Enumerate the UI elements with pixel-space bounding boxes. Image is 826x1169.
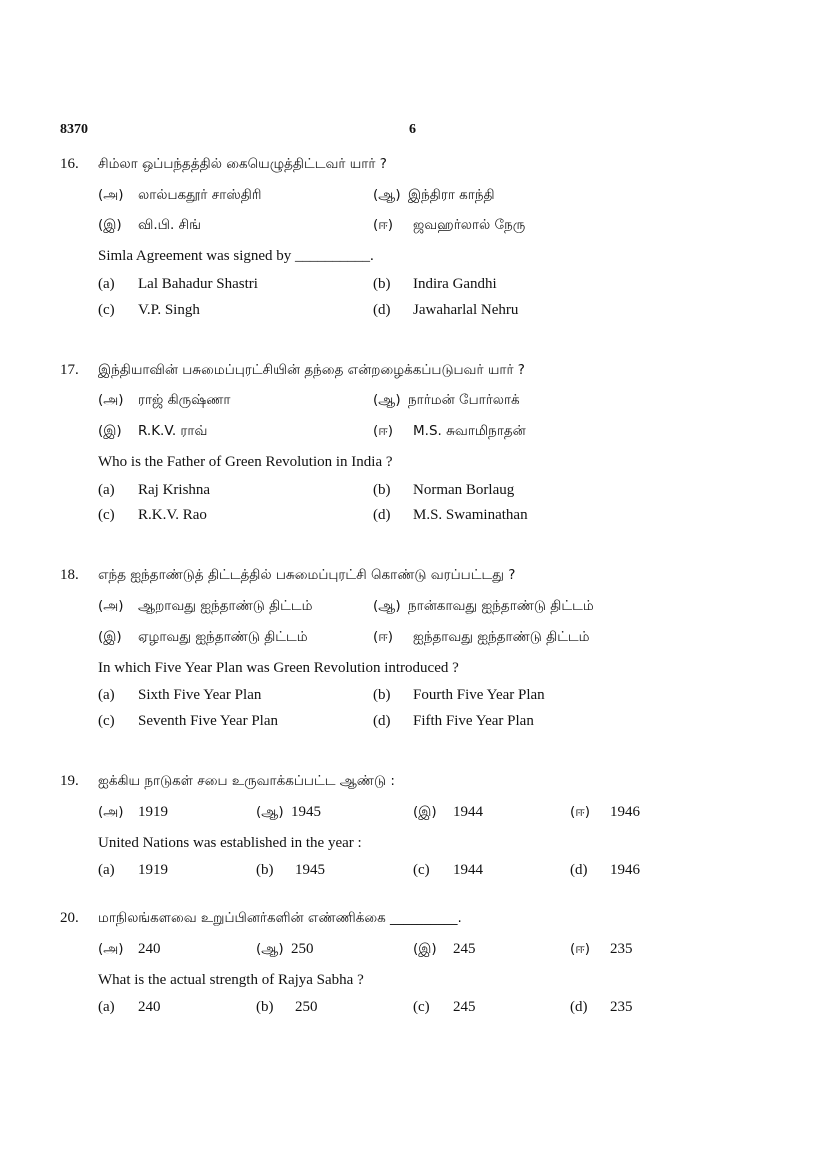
option-label: (b) — [373, 687, 391, 703]
option-text: நான்காவது ஐந்தாண்டு திட்டம் — [408, 598, 594, 614]
option-text: Fourth Five Year Plan — [413, 687, 545, 703]
option-label: (c) — [413, 862, 430, 878]
option-text: 1946 — [610, 804, 640, 820]
option-label: (c) — [98, 713, 115, 729]
option-label: (இ) — [98, 217, 122, 233]
option-label: (d) — [373, 713, 391, 729]
option-text: ஆறாவது ஐந்தாண்டு திட்டம் — [138, 598, 313, 614]
option-label: (d) — [373, 302, 391, 318]
option-label: (d) — [570, 862, 588, 878]
question-number: 18. — [60, 567, 79, 583]
option-label: (b) — [256, 999, 274, 1015]
option-text: ஜவஹர்லால் நேரு — [413, 217, 526, 233]
option-label: (அ) — [98, 804, 124, 820]
option-text: ஏழாவது ஐந்தாண்டு திட்டம் — [138, 629, 308, 645]
option-text: Norman Borlaug — [413, 482, 515, 498]
option-label: (a) — [98, 276, 115, 292]
option-text: Raj Krishna — [138, 482, 211, 498]
page-number: 6 — [409, 122, 416, 137]
option-label: (அ) — [98, 392, 124, 408]
option-label: (ஆ) — [256, 941, 284, 957]
option-text: ஐந்தாவது ஐந்தாண்டு திட்டம் — [413, 629, 590, 645]
option-text: R.K.V. Rao — [138, 507, 207, 523]
option-label: (ஆ) — [373, 187, 401, 203]
option-label: (இ) — [98, 629, 122, 645]
option-text: M.S. Swaminathan — [413, 507, 528, 523]
option-label: (அ) — [98, 598, 124, 614]
option-text: நார்மன் போர்லாக் — [408, 392, 520, 408]
question-text-en: United Nations was established in the year : — [98, 835, 362, 851]
option-text: Lal Bahadur Shastri — [138, 276, 258, 292]
option-label: (d) — [373, 507, 391, 523]
option-label: (ஆ) — [373, 392, 401, 408]
option-label: (d) — [570, 999, 588, 1015]
option-text: 235 — [610, 999, 633, 1015]
question-text-ta: ஐக்கிய நாடுகள் சபை உருவாக்கப்பட்ட ஆண்டு : — [98, 773, 395, 789]
option-text: இந்திரா காந்தி — [408, 187, 495, 203]
option-label: (a) — [98, 999, 115, 1015]
option-text: ராஜ் கிருஷ்ணா — [138, 392, 231, 408]
question-text-en: What is the actual strength of Rajya Sabha ? — [98, 972, 364, 988]
question-text-en: Simla Agreement was signed by __________. — [98, 248, 374, 264]
option-text: 1945 — [295, 862, 325, 878]
option-text: 1944 — [453, 804, 483, 820]
question-number: 16. — [60, 156, 79, 172]
option-text: Indira Gandhi — [413, 276, 497, 292]
option-text: 1944 — [453, 862, 483, 878]
question-text-ta: எந்த ஐந்தாண்டுத் திட்டத்தில் பசுமைப்புரட்சி கொண்டு வரப்பட்டது ? — [98, 567, 516, 583]
option-label: (இ) — [98, 423, 122, 439]
option-text: லால்பகதூர் சாஸ்திரி — [138, 187, 262, 203]
option-label: (a) — [98, 482, 115, 498]
option-label: (ஈ) — [373, 423, 394, 439]
option-text: Sixth Five Year Plan — [138, 687, 262, 703]
option-text: 1945 — [291, 804, 321, 820]
option-text: 250 — [295, 999, 318, 1015]
option-text: 1919 — [138, 862, 168, 878]
question-text-ta: சிம்லா ஒப்பந்தத்தில் கையெழுத்திட்டவர் யார் ? — [98, 156, 387, 172]
question-text-en: In which Five Year Plan was Green Revolution introduced ? — [98, 660, 459, 676]
option-label: (c) — [98, 302, 115, 318]
option-label: (a) — [98, 862, 115, 878]
question-number: 17. — [60, 362, 79, 378]
option-label: (ஈ) — [373, 629, 394, 645]
option-text: 240 — [138, 941, 161, 957]
option-label: (c) — [413, 999, 430, 1015]
option-label: (ஆ) — [373, 598, 401, 614]
option-label: (ஈ) — [570, 804, 591, 820]
option-label: (a) — [98, 687, 115, 703]
option-label: (அ) — [98, 187, 124, 203]
option-label: (ஈ) — [373, 217, 394, 233]
question-text-ta: இந்தியாவின் பசுமைப்புரட்சியின் தந்தை என்றழைக்கப்படுபவர் யார் ? — [98, 362, 525, 378]
option-text: 245 — [453, 999, 476, 1015]
paper-code: 8370 — [60, 122, 88, 137]
option-label: (இ) — [413, 941, 437, 957]
option-text: 240 — [138, 999, 161, 1015]
option-text: R.K.V. ராவ் — [138, 423, 208, 439]
option-label: (இ) — [413, 804, 437, 820]
option-label: (ஆ) — [256, 804, 284, 820]
option-label: (b) — [373, 482, 391, 498]
option-text: 250 — [291, 941, 314, 957]
option-text: 1946 — [610, 862, 640, 878]
question-text-en: Who is the Father of Green Revolution in India ? — [98, 454, 393, 470]
option-label: (அ) — [98, 941, 124, 957]
option-text: 1919 — [138, 804, 168, 820]
option-text: வி.பி. சிங் — [138, 217, 201, 233]
option-text: Seventh Five Year Plan — [138, 713, 278, 729]
option-label: (b) — [373, 276, 391, 292]
question-text-ta: மாநிலங்களவை உறுப்பினர்களின் எண்ணிக்கை __________. — [98, 910, 462, 926]
option-label: (c) — [98, 507, 115, 523]
question-number: 19. — [60, 773, 79, 789]
option-label: (ஈ) — [570, 941, 591, 957]
option-text: 235 — [610, 941, 633, 957]
option-text: Jawaharlal Nehru — [413, 302, 519, 318]
option-label: (b) — [256, 862, 274, 878]
question-number: 20. — [60, 910, 79, 926]
option-text: 245 — [453, 941, 476, 957]
option-text: Fifth Five Year Plan — [413, 713, 534, 729]
option-text: V.P. Singh — [138, 302, 200, 318]
option-text: M.S. சுவாமிநாதன் — [413, 423, 526, 439]
